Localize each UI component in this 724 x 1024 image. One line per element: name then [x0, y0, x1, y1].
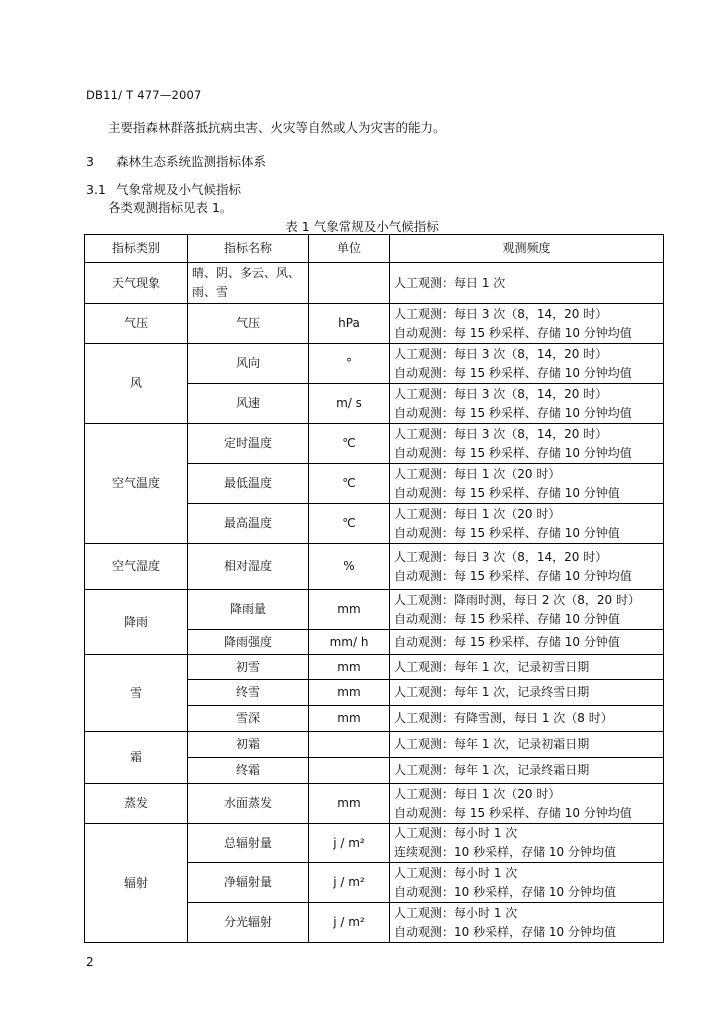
name-cell: 雪深 [188, 706, 309, 732]
name-cell: 气压 [188, 304, 309, 344]
frequency-cell: 人工观测：每日 1 次（20 时） 自动观测：每 15 秒采样、存储 10 分钟值 [390, 504, 664, 544]
category-cell: 气压 [85, 304, 188, 344]
header-indicator-name: 指标名称 [188, 235, 309, 263]
frequency-cell: 人工观测：每日 3 次（8，14，20 时） 自动观测：每 15 秒采样、存储 10 分钟均值 [390, 344, 664, 384]
name-cell: 风速 [188, 384, 309, 424]
unit-cell: m/ s [309, 384, 390, 424]
section-3-heading [86, 152, 266, 170]
name-cell: 相对湿度 [188, 544, 309, 590]
frequency-cell: 人工观测：有降雪测，每日 1 次（8 时） [390, 706, 664, 732]
unit-cell: mm [309, 784, 390, 824]
category-cell: 霜 [85, 732, 188, 784]
table-row [85, 824, 664, 863]
unit-cell [309, 263, 390, 304]
name-cell: 总辐射量 [188, 824, 309, 863]
frequency-cell: 人工观测：每日 1 次 [390, 263, 664, 304]
frequency-cell: 人工观测：每日 3 次（8，14，20 时） 自动观测：每 15 秒采样、存储 10 分钟均值 [390, 544, 664, 590]
unit-cell: mm [309, 590, 390, 630]
unit-cell: j / m² [309, 903, 390, 943]
unit-cell: j / m² [309, 824, 390, 863]
unit-cell: hPa [309, 304, 390, 344]
unit-cell [309, 732, 390, 758]
unit-cell: j / m² [309, 863, 390, 903]
category-cell: 风 [85, 344, 188, 424]
name-cell: 初霜 [188, 732, 309, 758]
category-cell: 辐射 [85, 824, 188, 943]
section-title: 森林生态系统监测指标体系 [116, 154, 267, 169]
section-title: 气象常规及小气候指标 [116, 182, 242, 197]
table-row [85, 544, 664, 590]
frequency-cell: 人工观测：每年 1 次，记录初雪日期 [390, 655, 664, 680]
category-cell: 雪 [85, 655, 188, 732]
table-row [85, 304, 664, 344]
header-category: 指标类别 [85, 235, 188, 263]
category-cell: 天气现象 [85, 263, 188, 304]
unit-cell [309, 758, 390, 784]
name-cell: 净辐射量 [188, 863, 309, 903]
frequency-cell: 人工观测：每小时 1 次 自动观测：10 秒采样，存储 10 分钟均值 [390, 863, 664, 903]
name-cell: 终霜 [188, 758, 309, 784]
unit-cell: mm/ h [309, 630, 390, 655]
frequency-cell: 人工观测：每小时 1 次 连续观测：10 秒采样，存储 10 分钟均值 [390, 824, 664, 863]
frequency-cell: 人工观测：每日 3 次（8，14，20 时） 自动观测：每 15 秒采样、存储 10 分钟均值 [390, 304, 664, 344]
unit-cell: ° [309, 344, 390, 384]
table-row [85, 732, 664, 758]
name-cell: 降雨强度 [188, 630, 309, 655]
name-cell: 分光辐射 [188, 903, 309, 943]
name-cell: 定时温度 [188, 424, 309, 464]
table-row [85, 590, 664, 630]
standard-code: DB11/ T 477—2007 [86, 88, 202, 102]
table-row [85, 263, 664, 304]
unit-cell: mm [309, 706, 390, 732]
table-header-row [85, 235, 664, 263]
frequency-cell: 人工观测：每年 1 次，记录终雪日期 [390, 680, 664, 706]
unit-cell: mm [309, 680, 390, 706]
frequency-cell: 人工观测：降雨时测，每日 2 次（8，20 时） 自动观测：每 15 秒采样、存储 10 分钟值 [390, 590, 664, 630]
section-number: 3.1 [86, 182, 106, 197]
header-frequency: 观测频度 [390, 235, 664, 263]
page-number: 2 [86, 955, 94, 969]
name-cell: 降雨量 [188, 590, 309, 630]
frequency-cell: 人工观测：每日 1 次（20 时） 自动观测：每 15 秒采样、存储 10 分钟均值 [390, 784, 664, 824]
name-cell: 终雪 [188, 680, 309, 706]
category-cell: 空气温度 [85, 424, 188, 544]
table-row [85, 655, 664, 680]
frequency-cell: 人工观测：每日 1 次（20 时） 自动观测：每 15 秒采样、存储 10 分钟值 [390, 464, 664, 504]
frequency-cell: 人工观测：每年 1 次，记录终霜日期 [390, 758, 664, 784]
name-cell: 初雪 [188, 655, 309, 680]
section-3-1-body: 各类观测指标见表 1。 [108, 200, 233, 215]
name-cell: 晴、阴、多云、风、雨、雪 [188, 263, 309, 304]
unit-cell: % [309, 544, 390, 590]
category-cell: 空气湿度 [85, 544, 188, 590]
frequency-cell: 人工观测：每日 3 次（8，14，20 时） 自动观测：每 15 秒采样、存储 10 分钟均值 [390, 384, 664, 424]
unit-cell: ℃ [309, 464, 390, 504]
header-unit: 单位 [309, 235, 390, 263]
table-row [85, 784, 664, 824]
indicator-table [84, 234, 664, 943]
category-cell: 降雨 [85, 590, 188, 655]
table-row [85, 344, 664, 384]
frequency-cell: 人工观测：每日 3 次（8，14，20 时） 自动观测：每 15 秒采样、存储 10 分钟均值 [390, 424, 664, 464]
table-row [85, 424, 664, 464]
name-cell: 最高温度 [188, 504, 309, 544]
section-3-1-heading [86, 180, 241, 198]
table-caption: 表 1 气象常规及小气候指标 [285, 219, 439, 234]
unit-cell: ℃ [309, 424, 390, 464]
category-cell: 蒸发 [85, 784, 188, 824]
name-cell: 水面蒸发 [188, 784, 309, 824]
unit-cell: mm [309, 655, 390, 680]
frequency-cell: 人工观测：每小时 1 次 自动观测：10 秒采样，存储 10 分钟均值 [390, 903, 664, 943]
frequency-cell: 自动观测：每 15 秒采样、存储 10 分钟值 [390, 630, 664, 655]
frequency-cell: 人工观测：每年 1 次，记录初霜日期 [390, 732, 664, 758]
intro-paragraph: 主要指森林群落抵抗病虫害、火灾等自然或人为灾害的能力。 [108, 120, 446, 135]
section-number: 3 [86, 154, 94, 169]
unit-cell: ℃ [309, 504, 390, 544]
name-cell: 最低温度 [188, 464, 309, 504]
name-cell: 风向 [188, 344, 309, 384]
